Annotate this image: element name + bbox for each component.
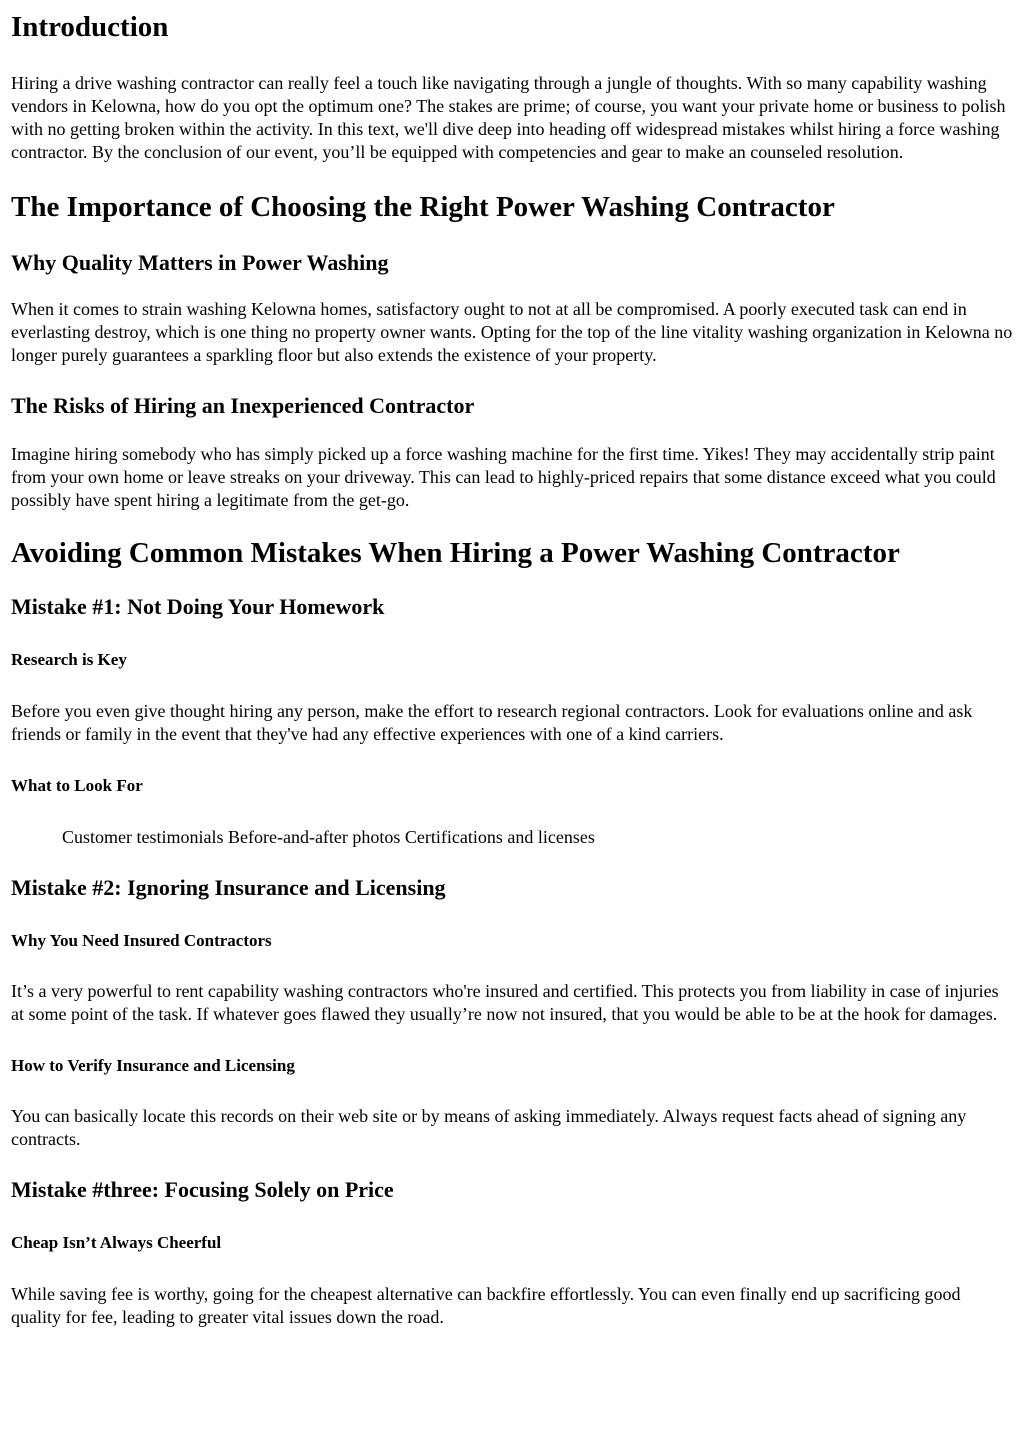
- research-paragraph: Before you even give thought hiring any person, make the effort to research regional contractors. Look for evaluations online and ask friends or family in the event that they've had any effective experiences with one of a kind carriers.: [11, 701, 973, 744]
- insured-heading: Why You Need Insured Contractors: [11, 931, 272, 950]
- importance-heading: The Importance of Choosing the Right Power Washing Contractor: [11, 191, 835, 223]
- mistake1-heading: Mistake #1: Not Doing Your Homework: [11, 594, 385, 619]
- verify-heading: How to Verify Insurance and Licensing: [11, 1056, 295, 1075]
- intro-paragraph: Hiring a drive washing contractor can really feel a touch like navigating through a jungle of thoughts. With so many capability washing vendors in Kelowna, how do you opt the optimum one? The stakes are prime; of course, you want your private home or business to polish with no getting broken within the activity. In this text, we'll dive deep into heading off widespread mistakes whilst hiring a force washing contractor. By the conclusion of our event, you’ll be equipped with competencies and gear to make an counseled resolution.: [11, 73, 1006, 162]
- mistake2-heading: Mistake #2: Ignoring Insurance and Licensing: [11, 875, 446, 900]
- lookfor-heading: What to Look For: [11, 776, 143, 795]
- research-heading: Research is Key: [11, 650, 127, 669]
- quality-heading: Why Quality Matters in Power Washing: [11, 250, 389, 275]
- quality-paragraph: When it comes to strain washing Kelowna homes, satisfactory ought to not at all be compromised. A poorly executed task can end in everlasting destroy, which is one thing no property owner wants. Opting for the top of the line vitality washing organization in Kelowna no longer purely guarantees a sparkling floor but also extends the existence of your property.: [11, 299, 1013, 365]
- mistake3-heading: Mistake #three: Focusing Solely on Price: [11, 1177, 394, 1202]
- risks-heading: The Risks of Hiring an Inexperienced Contractor: [11, 393, 475, 418]
- avoiding-heading: Avoiding Common Mistakes When Hiring a Power Washing Contractor: [11, 537, 900, 569]
- risks-paragraph: Imagine hiring somebody who has simply picked up a force washing machine for the first time. Yikes! They may accidentally strip paint from your own home or leave streaks on your driveway. This can lead to highly-priced repairs that some distance exceed what you could possibly have spent hiring a legitimate from the get-go.: [11, 444, 996, 510]
- verify-paragraph: You can basically locate this records on their web site or by means of asking immediately. Always request facts ahead of signing any contracts.: [11, 1106, 967, 1149]
- article: [0, 10, 1024, 1329]
- insured-paragraph: It’s a very powerful to rent capability washing contractors who're insured and certified. This protects you from liability in case of injuries at some point of the task. If whatever goes flawed they usually’re now not insured, that you would be able to be at the hook for damages.: [11, 981, 999, 1024]
- cheap-heading: Cheap Isn’t Always Cheerful: [11, 1233, 222, 1252]
- intro-heading: Introduction: [11, 11, 169, 43]
- cheap-paragraph: While saving fee is worthy, going for the cheapest alternative can backfire effortlessly. You can even finally end up sacrificing good quality for fee, leading to greater vital issues down the road.: [11, 1284, 961, 1327]
- lookfor-items: Customer testimonials Before-and-after photos Certifications and licenses: [62, 827, 595, 847]
